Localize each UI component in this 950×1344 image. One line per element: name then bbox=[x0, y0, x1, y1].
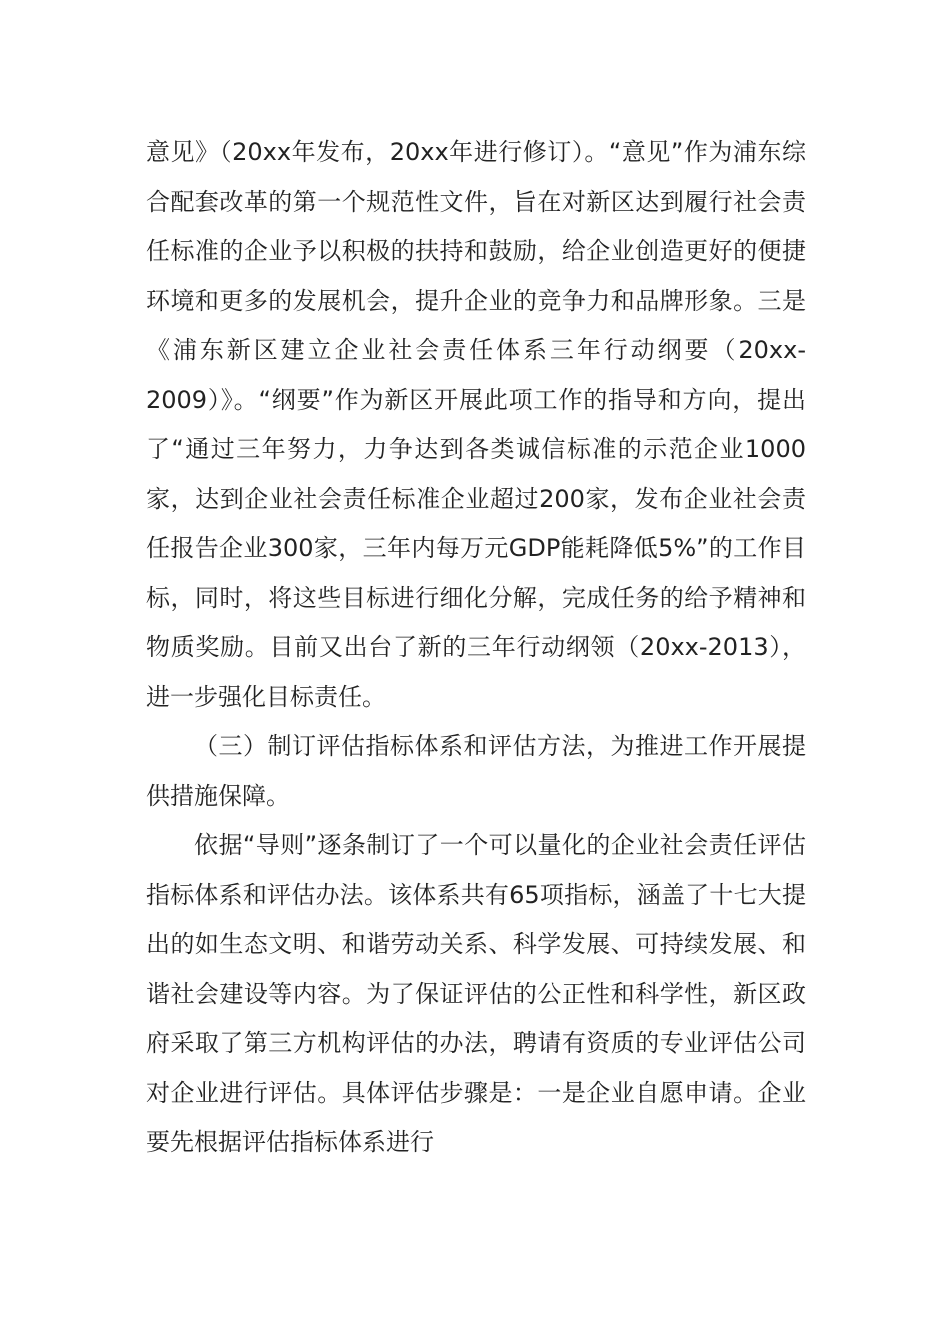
section-heading-3: （三）制订评估指标体系和评估方法，为推进工作开展提供措施保障。 bbox=[146, 732, 806, 810]
body-paragraph-1: 意见》（20xx年发布，20xx年进行修订）。“意见”作为浦东综合配套改革的第一个规范性文件，旨在对新区达到履行社会责任标准的企业予以积极的扶持和鼓励，给企业创造更好的便捷环境和更多的发展机会，提升企业的竞争力和品牌形象。三是《浦东新区建立企业社会责任体系三年行动纲要（20xx-2009）》。“纲要”作为新区开展此项工作的指导和方向，提出了“通过三年努力，力争达到各类诚信标准的示范企业1000家，达到企业社会责任标准企业超过200家，发布企业社会责任报告企业300家，三年内每万元GDP能耗降低5%”的工作目标，同时，将这些目标进行细化分解，完成任务的给予精神和物质奖励。目前又出台了新的三年行动纲领（20xx-2013），进一步强化目标责任。 bbox=[146, 138, 806, 711]
document-body bbox=[146, 128, 806, 1168]
body-paragraph-2: 依据“导则”逐条制订了一个可以量化的企业社会责任评估指标体系和评估办法。该体系共有65项指标，涵盖了十七大提出的如生态文明、和谐劳动关系、科学发展、可持续发展、和谐社会建设等内容。为了保证评估的公正性和科学性，新区政府采取了第三方机构评估的办法，聘请有资质的专业评估公司对企业进行评估。具体评估步骤是：一是企业自愿申请。企业要先根据评估指标体系进行 bbox=[146, 831, 806, 1156]
